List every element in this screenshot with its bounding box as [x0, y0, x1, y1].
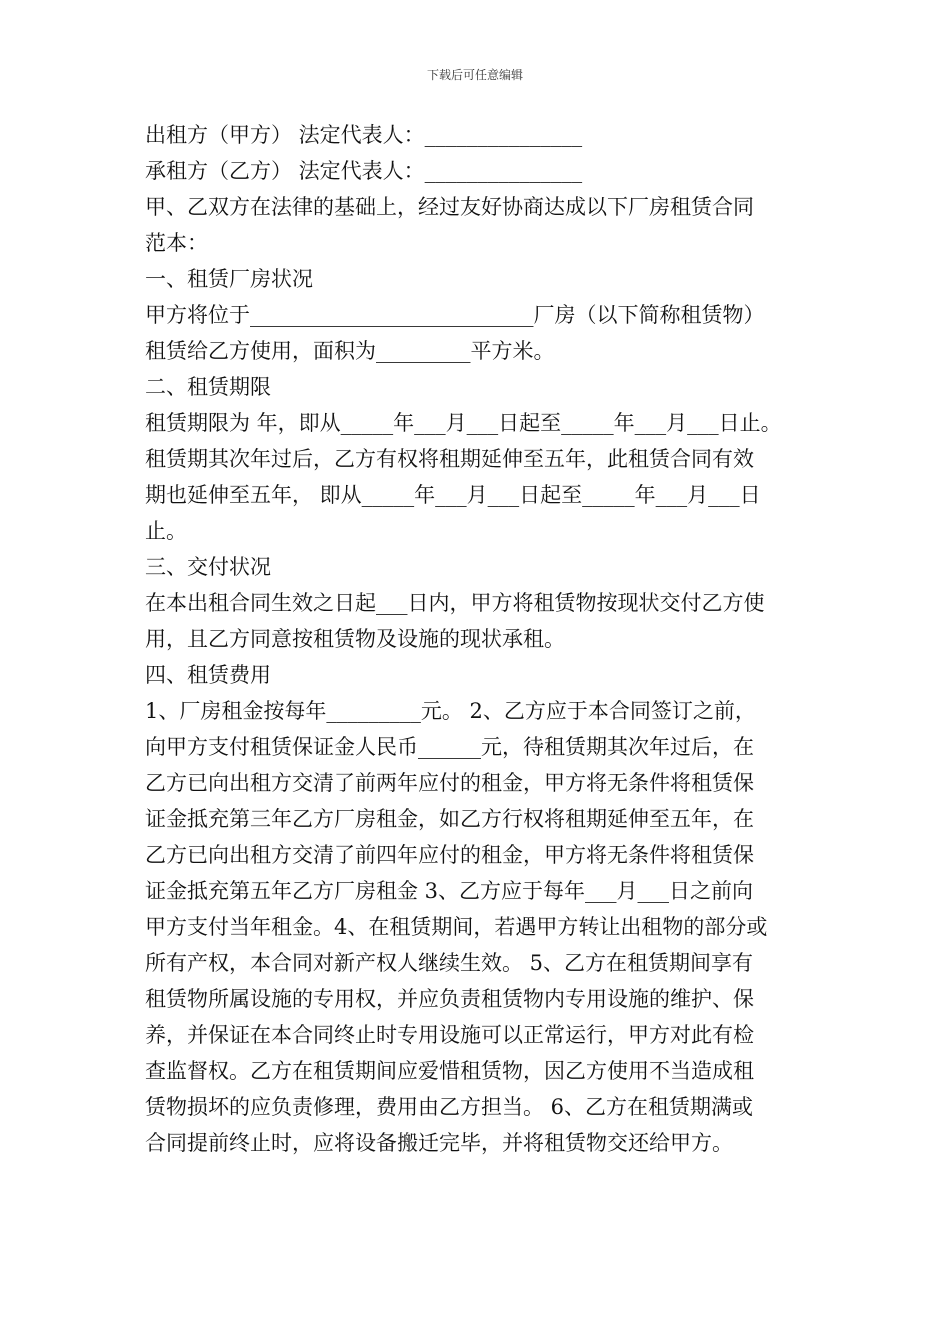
- text-line: 租赁期限为 年，即从_____年___月___日起至_____年___月___日止。: [145, 411, 782, 435]
- document-body: [145, 117, 810, 1161]
- text-line: 止。: [145, 519, 187, 543]
- text-line: 证金抵充第三年乙方厂房租金，如乙方行权将租期延伸至五年，在: [145, 807, 754, 831]
- text-line: 出租方（甲方） 法定代表人：_______________: [145, 123, 583, 147]
- text-line: 租赁期其次年过后，乙方有权将租期延伸至五年，此租赁合同有效: [145, 447, 754, 471]
- text-line: 租赁给乙方使用，面积为_________平方米。: [145, 339, 555, 363]
- text-line: 查监督权。乙方在租赁期间应爱惜租赁物，因乙方使用不当造成租: [145, 1059, 754, 1083]
- text-line: 1、厂房租金按每年_________元。 2、乙方应于本合同签订之前，: [145, 699, 756, 723]
- text-line: 在本出租合同生效之日起___日内，甲方将租赁物按现状交付乙方使: [145, 591, 765, 615]
- text-line: 证金抵充第五年乙方厂房租金 3、乙方应于每年___月___日之前向: [145, 879, 754, 903]
- text-line: 租赁物所属设施的专用权，并应负责租赁物内专用设施的维护、保: [145, 987, 754, 1011]
- text-line: 乙方已向出租方交清了前四年应付的租金，甲方将无条件将租赁保: [145, 843, 754, 867]
- text-line: 向甲方支付租赁保证金人民币______元，待租赁期其次年过后，在: [145, 735, 754, 759]
- text-line: 赁物损坏的应负责修理，费用由乙方担当。 6、乙方在租赁期满或: [145, 1095, 754, 1119]
- text-line: 期也延伸至五年， 即从_____年___月___日起至_____年___月___日: [145, 483, 761, 507]
- page-header: 下载后可任意编辑: [426, 68, 523, 82]
- text-line: 合同提前终止时，应将设备搬迁完毕，并将租赁物交还给甲方。: [145, 1131, 733, 1155]
- text-line: 养，并保证在本合同终止时专用设施可以正常运行，甲方对此有检: [145, 1023, 754, 1047]
- text-line: 承租方（乙方） 法定代表人：_______________: [145, 159, 583, 183]
- text-line: 甲、乙双方在法律的基础上，经过友好协商达成以下厂房租赁合同: [145, 195, 754, 219]
- text-line: 所有产权，本合同对新产权人继续生效。 5、乙方在租赁期间享有: [145, 951, 754, 975]
- text-line: 用，且乙方同意按租赁物及设施的现状承租。: [145, 627, 565, 651]
- section-heading: 二、租赁期限: [145, 375, 271, 399]
- text-line: 甲方将位于___________________________厂房（以下简称租赁物）: [145, 303, 765, 327]
- text-line: 范本：: [145, 231, 208, 255]
- text-line: 乙方已向出租方交清了前两年应付的租金，甲方将无条件将租赁保: [145, 771, 754, 795]
- section-heading: 四、租赁费用: [145, 663, 271, 687]
- text-line: 甲方支付当年租金。4、在租赁期间，若遇甲方转让出租物的部分或: [145, 915, 768, 939]
- section-heading: 一、租赁厂房状况: [145, 267, 313, 291]
- section-heading: 三、交付状况: [145, 555, 271, 579]
